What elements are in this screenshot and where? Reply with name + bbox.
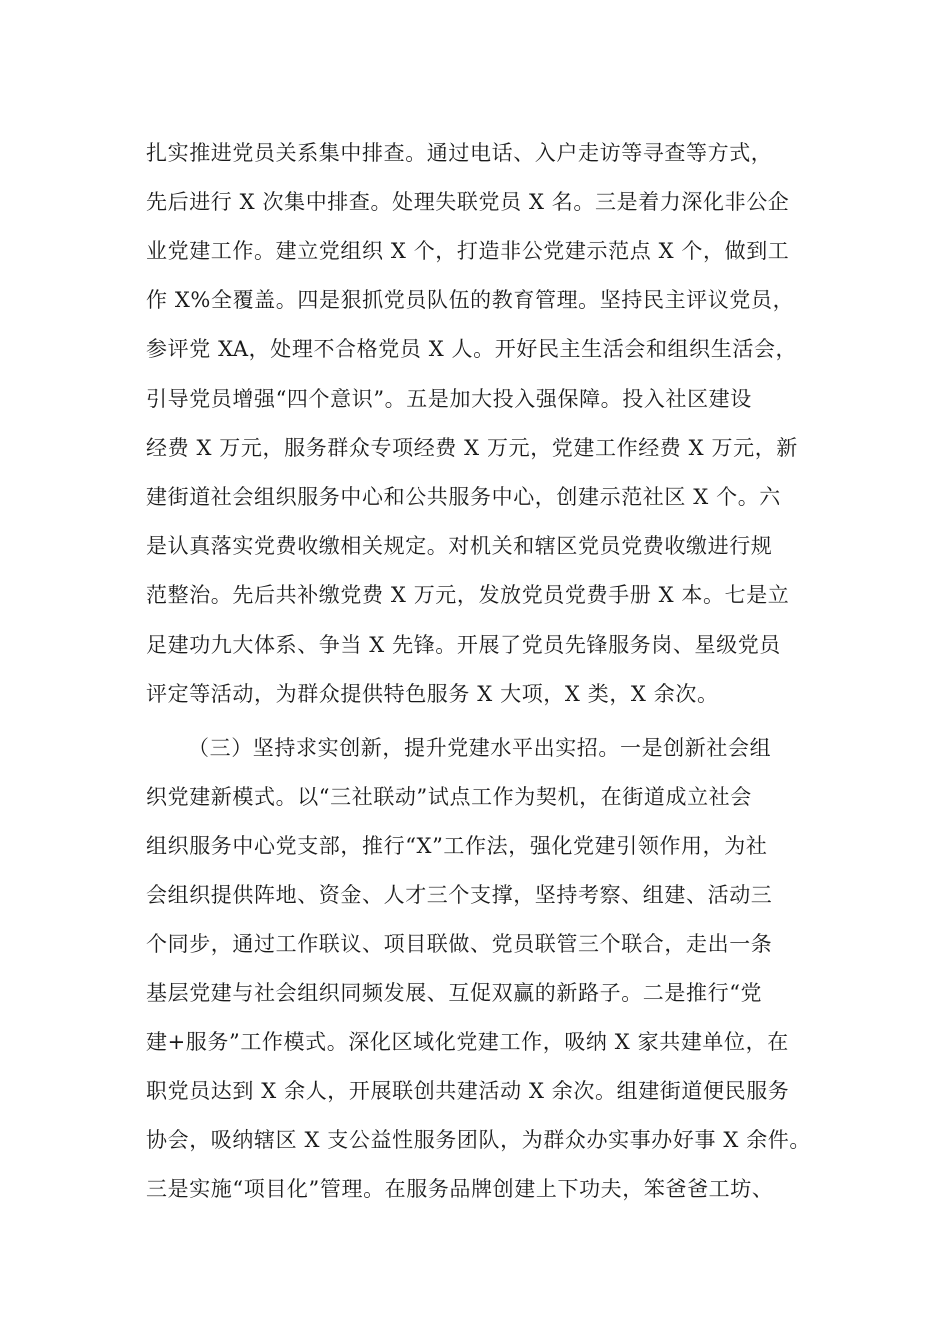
text-line: 先后进行 X 次集中排查。处理失联党员 X 名。三是着力深化非公企 — [146, 190, 790, 214]
text-line: 业党建工作。建立党组织 X 个，打造非公党建示范点 X 个，做到工 — [146, 239, 790, 263]
text-line: 扎实推进党员关系集中排查。通过电话、入户走访等寻查等方式， — [146, 141, 773, 165]
text-line: 建+服务”工作模式。深化区域化党建工作，吸纳 X 家共建单位，在 — [146, 1030, 789, 1054]
text-line: 建街道社会组织服务中心和公共服务中心，创建示范社区 X 个。六 — [146, 485, 781, 509]
text-line: 协会，吸纳辖区 X 支公益性服务团队，为群众办实事办好事 X 余件。 — [146, 1128, 811, 1152]
text-line: 织党建新模式。以“三社联动”试点工作为契机，在街道成立社会 — [146, 785, 752, 809]
text-line: 作 X%全覆盖。四是狠抓党员队伍的教育管理。坚持民主评议党员， — [146, 288, 795, 312]
text-line: 会组织提供阵地、资金、人才三个支撑，坚持考察、组建、活动三 — [146, 883, 773, 907]
text-line: 参评党 XA，处理不合格党员 X 人。开好民主生活会和组织生活会， — [146, 337, 798, 361]
text-line: 基层党建与社会组织同频发展、互促双赢的新路子。二是推行“党 — [146, 981, 763, 1005]
text-line: 经费 X 万元，服务群众专项经费 X 万元，党建工作经费 X 万元，新 — [146, 436, 798, 460]
text-line: 三是实施“项目化”管理。在服务品牌创建上下功夫，笨爸爸工坊、 — [146, 1177, 774, 1201]
text-line: 足建功九大体系、争当 X 先锋。开展了党员先锋服务岗、星级党员 — [146, 633, 781, 657]
text-line: 引导党员增强“四个意识”。五是加大投入强保障。投入社区建设 — [146, 387, 752, 411]
text-line: 个同步，通过工作联议、项目联做、党员联管三个联合，走出一条 — [146, 932, 773, 956]
text-line: 是认真落实党费收缴相关规定。对机关和辖区党员党费收缴进行规 — [146, 534, 773, 558]
text-line: 职党员达到 X 余人，开展联创共建活动 X 余次。组建街道便民服务 — [146, 1079, 790, 1103]
text-line: 评定等活动，为群众提供特色服务 X 大项，X 类，X 余次。 — [146, 682, 719, 706]
text-line: 组织服务中心党支部，推行“X”工作法，强化党建引领作用，为社 — [146, 834, 768, 858]
text-line: 范整治。先后共补缴党费 X 万元，发放党员党费手册 X 本。七是立 — [146, 583, 790, 607]
section-heading-line: （三）坚持求实创新，提升党建水平出实招。一是创新社会组 — [188, 736, 772, 760]
